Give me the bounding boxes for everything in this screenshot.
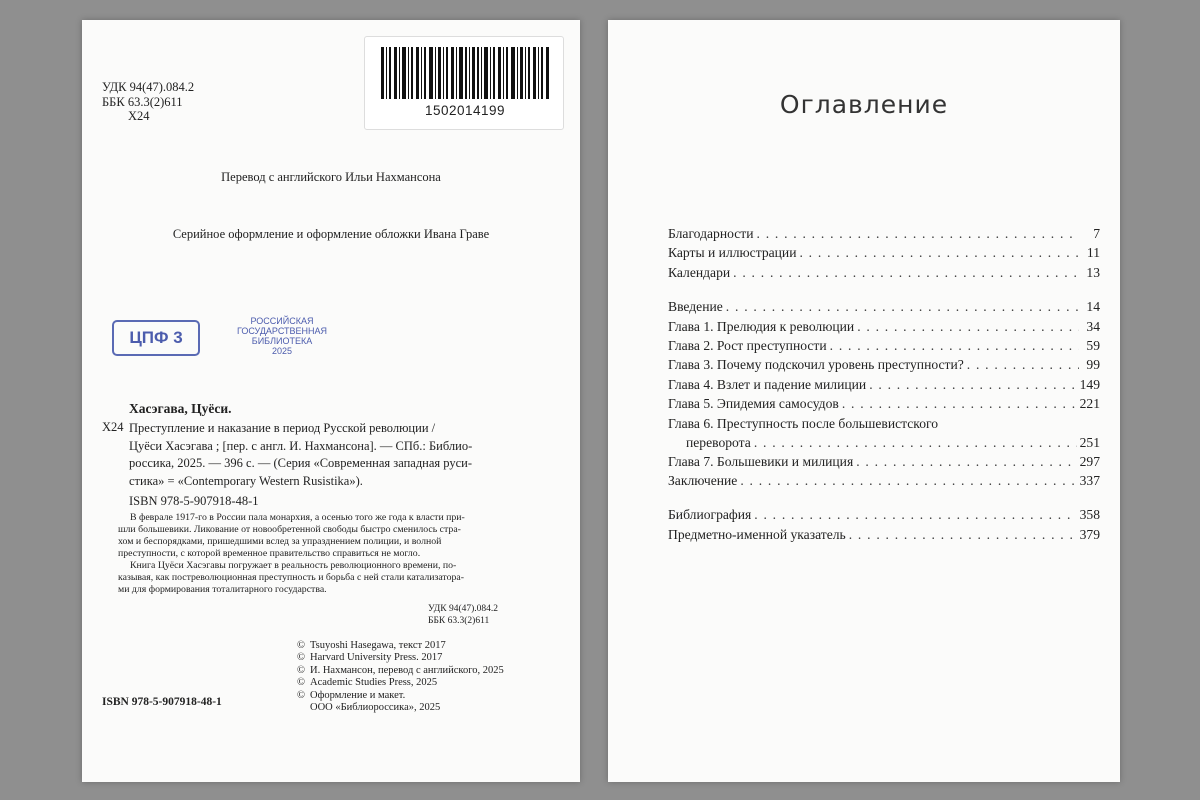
copyright-symbol: ©: [297, 689, 305, 701]
copyright-symbol: ©: [297, 664, 305, 676]
toc-page-number: 221: [1079, 396, 1100, 412]
library-stamp-line: РОССИЙСКАЯ: [250, 316, 314, 326]
page-title: Оглавление: [779, 90, 949, 119]
annotation-line: хом и беспорядками, пришедшими вслед за упразднением полиции, и волной: [118, 536, 442, 547]
toc-entry: [668, 396, 1100, 415]
toc-entry-title: Глава 1. Прелюдия к революции: [668, 318, 855, 334]
toc-entry: [668, 226, 1100, 245]
toc-entry: [668, 473, 1100, 492]
table-of-contents: [668, 226, 1100, 546]
annotation-line: Книга Цуёси Хасэгавы погружает в реальность революционного времени, по-: [130, 560, 457, 571]
toc-page-number: 59: [1086, 337, 1100, 353]
toc-page-number: 358: [1079, 507, 1100, 523]
toc-page-number: 99: [1086, 357, 1100, 373]
toc-page-number: 7: [1093, 226, 1100, 241]
annotation-line: шли большевики. Ликование от новообретенной свободы быстро сменилось стра-: [118, 524, 461, 535]
copyright-line: © Оформление и макет.: [297, 689, 406, 701]
bibliographic-line: Цуёси Хасэгава ; [пер. с англ. И. Нахмансона]. — СПб.: Библио-: [129, 438, 473, 453]
toc-entry-title: Благодарности: [668, 226, 754, 241]
designer-credit: Серийное оформление и оформление обложки Ивана Граве: [172, 227, 490, 241]
toc-entry: [668, 338, 1100, 357]
bibliographic-line: стика» = «Contemporary Western Rusistika»).: [129, 473, 363, 488]
toc-page-number: 149: [1079, 376, 1100, 392]
toc-entry-title: Глава 3. Почему подскочил уровень преступности?: [668, 357, 964, 373]
toc-entry-title: Глава 6. Преступность после большевистского: [668, 415, 939, 431]
copyright-line: © Harvard University Press. 2017: [297, 652, 443, 664]
barcode-icon: [381, 47, 549, 99]
toc-entry-title: Глава 5. Эпидемия самосудов: [668, 396, 839, 412]
isbn-bottom: ISBN 978-5-907918-48-1: [102, 696, 222, 708]
library-stamp-year: 2025: [271, 346, 293, 356]
copyright-line: © Tsuyoshi Hasegawa, текст 2017: [297, 640, 446, 651]
classification-block: [102, 80, 194, 124]
annotation-line: преступности, с которой временное правительство справиться не могло.: [118, 548, 421, 559]
toc-entry: [668, 507, 1100, 526]
toc-page-number: 34: [1086, 318, 1100, 334]
author-mark: Х24: [128, 109, 150, 123]
bibliographic-record: [129, 420, 547, 490]
translator-credit: Перевод с английского Ильи Нахмансона: [221, 170, 441, 184]
toc-entry: [668, 454, 1100, 473]
copyright-symbol: ©: [297, 652, 305, 664]
toc-entry-title: Глава 4. Взлет и падение милиции: [668, 376, 867, 392]
catalog-code: Х24: [102, 420, 124, 434]
toc-entry-title: Карты и иллюстрации: [668, 245, 797, 261]
annotation: [118, 512, 548, 596]
toc-entry: [668, 357, 1100, 376]
toc-page-number: 251: [1079, 434, 1100, 450]
barcode-sticker: [364, 36, 564, 130]
udk-code: УДК 94(47).084.2: [428, 604, 499, 614]
copyright-symbol: ©: [297, 640, 305, 651]
udk-code: УДК 94(47).084.2: [102, 80, 195, 94]
annotation-line: казывая, как постреволюционная преступность и борьба с ней стали катализатора-: [118, 572, 464, 583]
library-stamp-line: ГОСУДАРСТВЕННАЯ: [236, 326, 328, 336]
toc-entry-title-cont: переворота: [686, 434, 751, 450]
library-stamp: [212, 316, 352, 356]
library-stamp-line: БИБЛИОТЕКА: [251, 336, 313, 346]
toc-entry-title: Введение: [668, 299, 723, 315]
toc-entry: [668, 377, 1100, 396]
copyright-list: [297, 640, 504, 714]
toc-page-number: 337: [1079, 472, 1100, 488]
annotation-line: В феврале 1917-го в России пала монархия, а осенью того же года к власти при-: [130, 512, 465, 523]
toc-entry-title: Заключение: [668, 472, 738, 488]
toc-page-number: 14: [1086, 299, 1100, 315]
toc-page-number: 297: [1079, 453, 1100, 469]
copyright-line: ООО «Библиороссика», 2025: [310, 702, 441, 714]
toc-entry-title: Библиография: [668, 507, 752, 523]
toc-entry: [668, 245, 1100, 264]
toc-entry-title: Глава 7. Большевики и милиция: [668, 453, 854, 469]
toc-entry: [668, 527, 1100, 546]
toc-entry: [668, 319, 1100, 338]
barcode-number: 1502014199: [424, 103, 506, 118]
toc-page-number: 13: [1086, 264, 1100, 280]
toc-entry: [668, 416, 1100, 454]
copyright-symbol: ©: [297, 677, 305, 689]
toc-page-number: 11: [1086, 245, 1100, 261]
copyright-page: [82, 20, 580, 782]
toc-entry: [668, 265, 1100, 284]
contents-page: [608, 20, 1120, 782]
toc-entry-title: Календари: [668, 264, 731, 280]
bbk-code: ББК 63.3(2)611: [102, 94, 183, 109]
toc-entry: [668, 299, 1100, 318]
toc-entry-title: Глава 2. Рост преступности: [668, 337, 827, 353]
bibliographic-line: россика, 2025. — 396 с. — (Серия «Современная западная руси-: [129, 456, 473, 470]
bibliographic-line: Преступление и наказание в период Русской революции /: [129, 421, 436, 435]
inventory-stamp: ЦПФ 3: [112, 320, 200, 356]
toc-page-number: 379: [1079, 526, 1100, 542]
isbn: ISBN 978-5-907918-48-1: [129, 494, 259, 508]
copyright-line: © И. Нахмансон, перевод с английского, 2025: [297, 664, 504, 676]
annotation-line: ми для формирования тоталитарного государства.: [118, 584, 327, 595]
classification-block-bottom: [428, 604, 538, 627]
bbk-code: ББК 63.3(2)611: [428, 615, 490, 626]
toc-entry-title: Предметно-именной указатель: [668, 526, 846, 542]
author-heading: Хасэгава, Цуёси.: [129, 401, 232, 416]
copyright-line: © Academic Studies Press, 2025: [297, 677, 438, 689]
